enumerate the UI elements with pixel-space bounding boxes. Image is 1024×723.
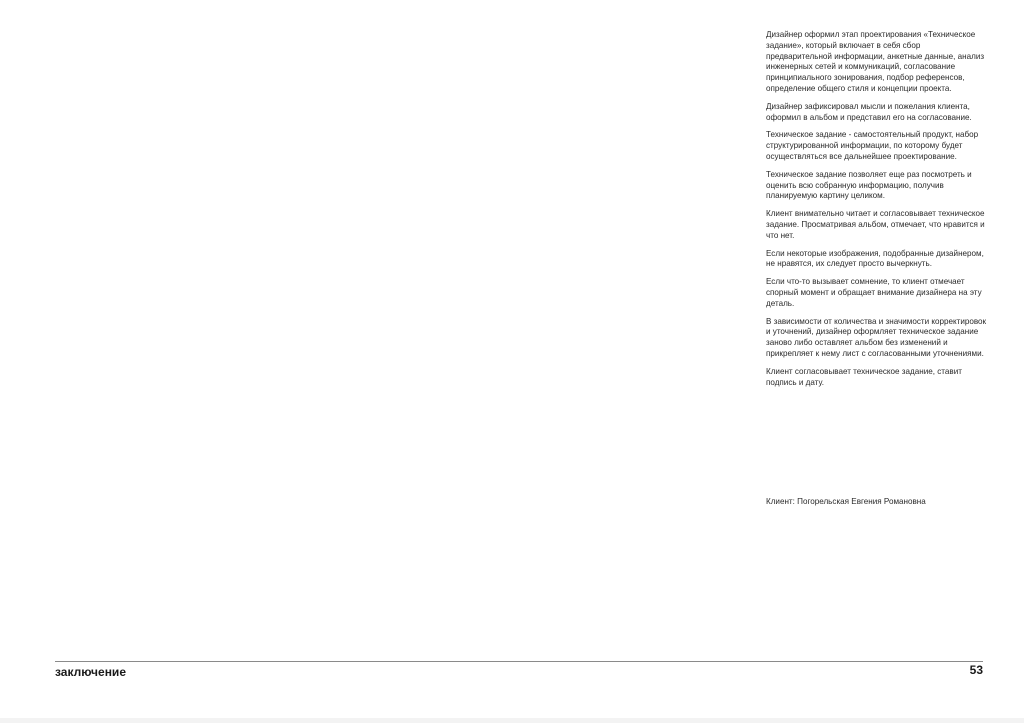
client-name: Клиент: Погорельская Евгения Романовна [766,497,926,506]
page-number: 53 [969,663,983,677]
footer-section-title: заключение [55,665,126,679]
paragraph: Техническое задание позволяет еще раз посмотреть и оценить всю собранную информацию, получив планируемую картину целиком. [766,169,972,201]
paragraph: Клиент внимательно читает и согласовывает техническое задание. Просматривая альбом, отмечает, что нравится и что нет. [766,209,985,240]
paragraph: Дизайнер оформил этап проектирования «Техническое задание», который включает в себя сбор предварительной информации, анкетные данные, анализ инженерных сетей и коммуникаций, согласование принципиального зонирования, подбор референсов, определение общего стиля и концепции проекта. [766,30,985,93]
paragraph: Дизайнер зафиксировал мысли и пожелания клиента, оформил в альбом и представил его на согласование. [766,101,972,122]
page-bottom-edge [0,718,1024,723]
paragraph: Если что-то вызывает сомнение, то клиент отмечает спорный момент и обращает внимание дизайнера на эту деталь. [766,277,982,308]
text-column [766,30,988,395]
paragraph: Клиент согласовывает техническое задание, ставит подпись и дату. [766,366,962,387]
paragraph: Если некоторые изображения, подобранные дизайнером, не нравятся, их следует просто вычеркнуть. [766,248,984,269]
paragraph: В зависимости от количества и значимости корректировок и уточнений, дизайнер оформляет техническое задание заново либо оставляет альбом без изменений и прикрепляет к нему лист с согласованными уточнениями. [766,316,987,358]
footer-divider [55,661,983,662]
paragraph: Техническое задание - самостоятельный продукт, набор структурированной информации, по которому будет осуществляться все дальнейшее проектирование. [766,130,979,161]
